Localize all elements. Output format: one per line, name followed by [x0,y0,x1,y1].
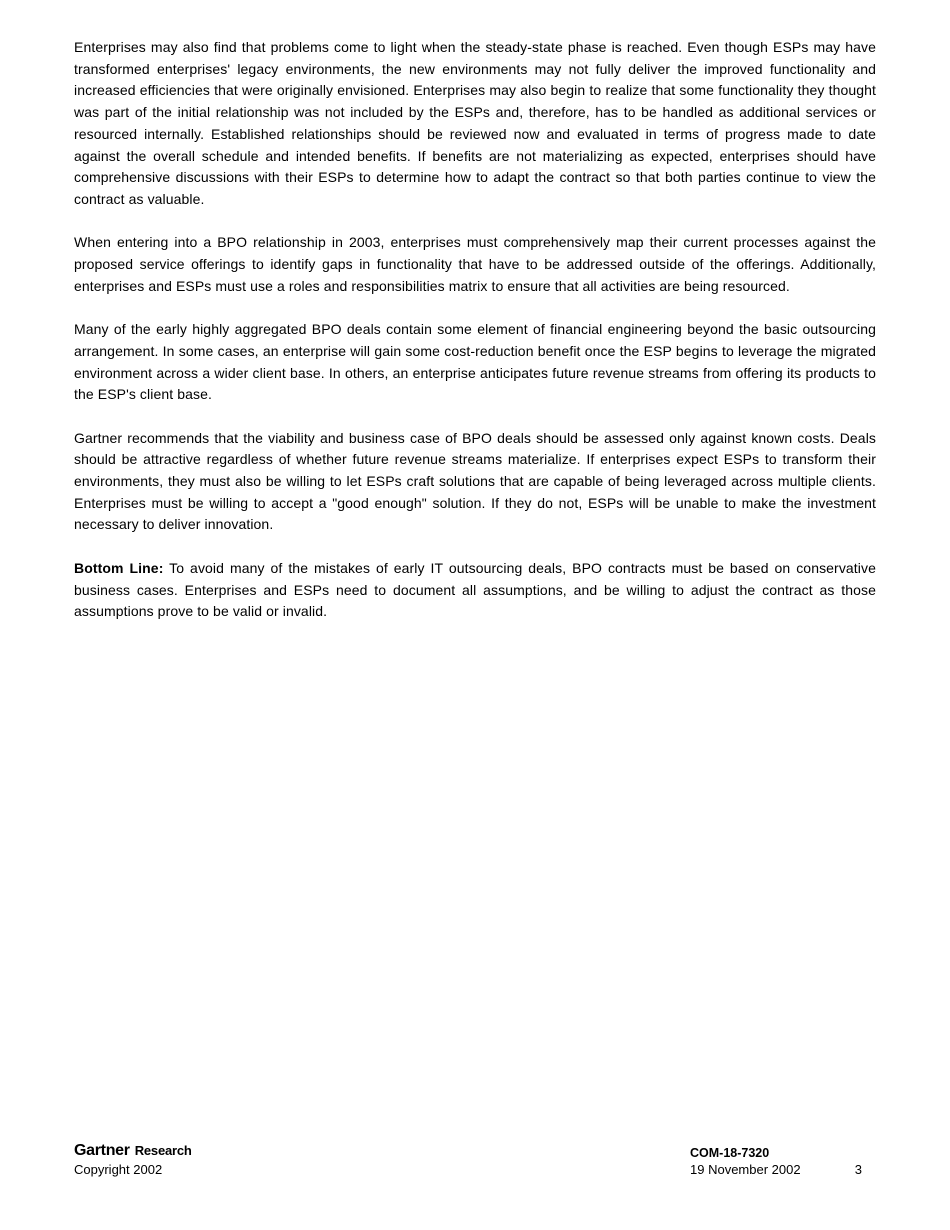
page-number: 3 [854,1162,862,1177]
paragraph-steady-state: Enterprises may also find that problems come to light when the steady-state phase is reached. Even though ESPs may have transformed enterprises' legacy environments, the new environments may not fully deliver the improved functionality and increased efficiencies that were originally envisioned. Enterprises may also begin to realize that some functionality they thought was part of the initial relationship was not included by the ESPs and, therefore, has to be handled as additional services or resourced internally. Established relationships should be reviewed now and evaluated in terms of progress made to date against the overall schedule and intended benefits. If benefits are not materializing as expected, enterprises should have comprehensive discussions with their ESPs to determine how to adapt the contract so that both parties continue to view the contract as valuable. [74,39,876,207]
paragraph-bottom-line [74,558,876,623]
bottom-line-label: Bottom Line: [74,559,164,576]
page-footer [74,1142,876,1178]
publication-date: 19 November 2002 [690,1162,801,1177]
paragraph-financial-engineering: Many of the early highly aggregated BPO deals contain some element of financial engineering beyond the basic outsourcing arrangement. In some cases, an enterprise will gain some cost-reduction benefit once the ESP begins to leverage the migrated environment across a wider client base. In others, an enterprise anticipates future revenue streams from offering its products to the ESP's client base. [74,321,876,403]
paragraph-bpo-2003: When entering into a BPO relationship in 2003, enterprises must comprehensively map their current processes against the proposed service offerings to identify gaps in functionality that have to be addressed outside of the offerings. Additionally, enterprises and ESPs must use a roles and responsibilities matrix to ensure that all activities are being resourced. [74,234,876,294]
paragraph-gartner-recommendation: Gartner recommends that the viability and business case of BPO deals should be assessed only against known costs. Deals should be attractive regardless of whether future revenue streams materialize. If enterprises expect ESPs to transform their environments, they must also be willing to let ESPs craft solutions that are capable of being leveraged across multiple clients. Enterprises must be willing to accept a "good enough" solution. If they do not, ESPs will be unable to make the investment necessary to deliver innovation. [74,429,876,533]
gartner-research-logo [74,1142,192,1159]
brand-suffix: Research [134,1143,192,1158]
footer-right [690,1142,876,1178]
bottom-line-text: To avoid many of the mistakes of early IT outsourcing deals, BPO contracts must be based on conservative business cases. Enterprises and ESPs need to document all assumptions, and be willing to adjust the contract as those assumptions prove to be valid or invalid. [74,559,876,620]
copyright-text: Copyright 2002 [74,1162,163,1177]
document-body [74,37,876,645]
footer-left [74,1142,192,1178]
document-id: COM-18-7320 [690,1146,770,1160]
brand-name: Gartner [74,1142,130,1159]
footer-date-line [690,1161,876,1178]
